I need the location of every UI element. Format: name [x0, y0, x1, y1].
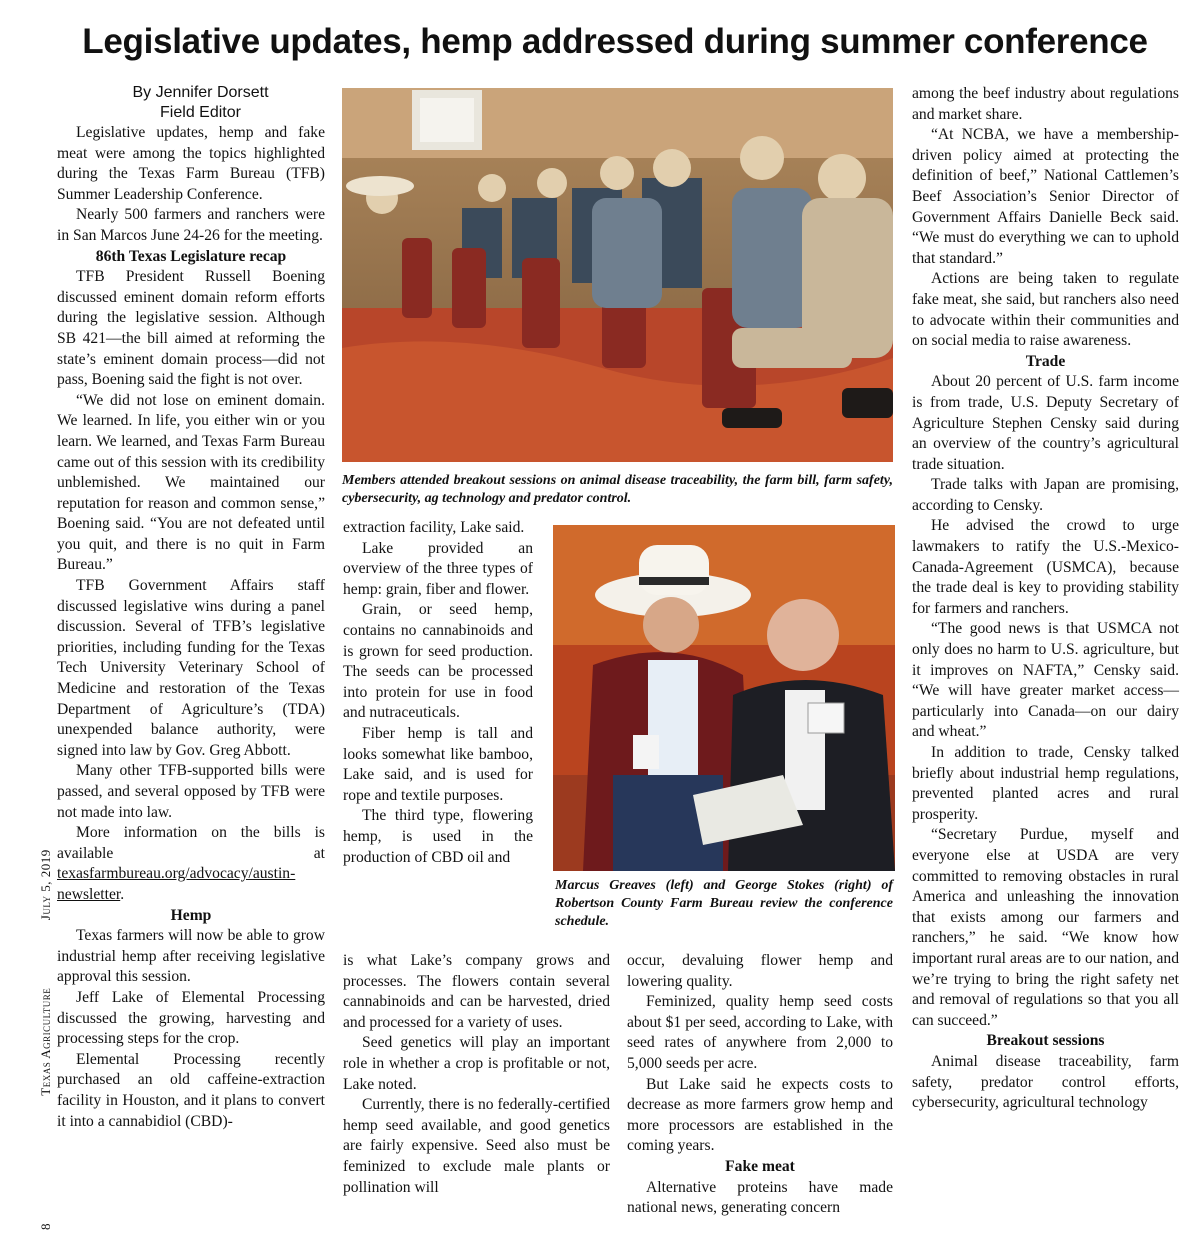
subhead-trade: Trade	[1025, 352, 1066, 370]
paragraph: Lake provided an overview of the three types of hemp: grain, fiber and flower.	[343, 539, 533, 598]
folio-date: July 5, 2019	[38, 849, 53, 921]
austin-newsletter-link[interactable]: texasfarmbureau.org/advocacy/austin-newsletter	[57, 865, 296, 903]
paragraph: “We did not lose on eminent domain. We learned. In life, you either win or you learn. We learned, and Texas Farm Bureau came out of this session with its credibility unblemished. We maintained our reputation for reason and common sense,” Boening said. “You are not defeated until you quit, and there is no quit in Farm Bureau.”	[57, 391, 325, 574]
paragraph: Nearly 500 farmers and ranchers were in San Marcos June 24-26 for the meeting.	[57, 206, 325, 244]
paragraph: In addition to trade, Censky talked briefly about industrial hemp regulations, prevented planted acres and rural prosperity.	[912, 744, 1179, 823]
paragraph: Jeff Lake of Elemental Processing discussed the growing, harvesting and processing steps for the crop.	[57, 988, 325, 1048]
paragraph: Legislative updates, hemp and fake meat were among the topics highlighted during the Texas Farm Bureau (TFB) Summer Leadership Conference.	[57, 124, 325, 203]
greaves-stokes-image	[553, 525, 895, 871]
page-folio	[28, 849, 58, 1240]
paragraph: Feminized, quality hemp seed costs about $1 per seed, according to Lake, with seed rates of anywhere from 2,000 to 5,000 seeds per acre.	[627, 993, 893, 1072]
paragraph: Fiber hemp is tall and looks somewhat like bamboo, Lake said, and is used for rope and textile purposes.	[343, 724, 533, 804]
folio-page-number: 8	[38, 1223, 53, 1230]
paragraph: Trade talks with Japan are promising, according to Censky.	[912, 476, 1179, 514]
paragraph: extraction facility, Lake said.	[343, 519, 525, 536]
paragraph: He advised the crowd to urge lawmakers to ratify the U.S.-Mexico-Canada-Agreement (USMCA), because the trade deal is key to providing stability for farmers and ranchers.	[912, 517, 1179, 617]
conference-audience-image	[342, 88, 893, 462]
paragraph: Texas farmers will now be able to grow industrial hemp after receiving legislative approval this session.	[57, 927, 325, 986]
paragraph-text: More information on the bills is available at	[57, 824, 325, 862]
column-2-lower	[343, 951, 610, 1198]
subhead-breakout: Breakout sessions	[986, 1032, 1105, 1050]
column-1	[57, 83, 325, 1132]
subhead-hemp: Hemp	[170, 906, 212, 924]
column-2-upper	[343, 518, 533, 868]
column-4	[912, 84, 1179, 1114]
paragraph: TFB Government Affairs staff discussed legislative wins during a panel discussion. Several of TFB’s legislative priorities, including funding for the Texas Tech University Veterinary School of Medicine and restoration of the Texas Department of Agriculture’s (TDA) unexpended balance authority, were signed into law by Gov. Greg Abbott.	[57, 577, 325, 759]
paragraph: Grain, or seed hemp, contains no cannabinoids and is grown for seed production. The seeds can be processed into protein for use in food and nutraceuticals.	[343, 601, 533, 722]
paragraph	[57, 823, 325, 905]
paragraph: About 20 percent of U.S. farm income is from trade, U.S. Deputy Secretary of Agriculture Stephen Censky said during an overview of the country’s agricultural trade situation.	[912, 373, 1179, 473]
paragraph: Animal disease traceability, farm safety, predator control efforts, cybersecurity, agricultural technology	[912, 1052, 1179, 1112]
photo-caption-greaves-stokes: Marcus Greaves (left) and George Stokes (right) of Robertson County Farm Bureau review the conference schedule.	[555, 878, 893, 929]
paragraph: among the beef industry about regulations and market share.	[912, 85, 1179, 123]
paragraph: Elemental Processing recently purchased an old caffeine-extraction facility in Houston, and it plans to convert it into a cannabidiol (CBD)-	[57, 1050, 325, 1130]
photo-caption-audience: Members attended breakout sessions on animal disease traceability, the farm bill, farm safety, cybersecurity, ag technology and predator control.	[342, 473, 893, 506]
paragraph-text: .	[120, 885, 125, 903]
paragraph: occur, devaluing flower hemp and lowering quality.	[627, 952, 893, 990]
subhead-legislature: 86th Texas Legislature recap	[95, 247, 287, 265]
byline-author: By Jennifer Dorsett	[132, 84, 269, 101]
paragraph: Currently, there is no federally-certified hemp seed available, and good genetics are fairly expensive. Seed also must be feminized to exclude male plants or pollination will	[343, 1096, 610, 1196]
byline-role: Field Editor	[160, 104, 241, 121]
paragraph: TFB President Russell Boening discussed eminent domain reform efforts during the legislative session. Although SB 421—the bill aimed at reforming the state’s eminent domain process—did not pass, Boening said the fight is not over.	[57, 268, 325, 389]
folio-publication: Texas Agriculture	[38, 987, 53, 1096]
paragraph: is what Lake’s company grows and processes. The flowers contain several cannabinoids and can be harvested, dried and processed for a variety of uses.	[343, 952, 610, 1031]
headline: Legislative updates, hemp addressed during summer conference	[82, 22, 1148, 61]
paragraph: “The good news is that USMCA not only does no harm to U.S. agriculture, but it improves on NAFTA,” Censky said. “We will have greater market access—particularly into Canada—on our dairy and wheat.”	[912, 620, 1179, 741]
paragraph: The third type, flowering hemp, is used in the production of CBD oil and	[343, 807, 533, 866]
paragraph: Actions are being taken to regulate fake meat, she said, but ranchers also need to advocate within their communities and on social media to raise awareness.	[912, 270, 1179, 350]
column-3	[627, 951, 893, 1219]
paragraph: “At NCBA, we have a membership-driven policy aimed at protecting the definition of beef,” National Cattlemen’s Beef Association’s Senior Director of Government Affairs Danielle Beck said. “We must do everything we can to uphold that standard.”	[912, 126, 1179, 267]
paragraph: But Lake said he expects costs to decrease as more farmers grow hemp and more processors are established in the coming years.	[627, 1075, 893, 1155]
subhead-fake-meat: Fake meat	[725, 1157, 795, 1175]
paragraph: Many other TFB-supported bills were passed, and several opposed by TFB were not made into law.	[57, 762, 325, 821]
conference-audience-photo	[342, 88, 893, 462]
paragraph: Alternative proteins have made national news, generating concern	[627, 1178, 893, 1217]
paragraph: Seed genetics will play an important role in whether a crop is profitable or not, Lake noted.	[343, 1034, 610, 1093]
greaves-stokes-photo	[553, 525, 895, 871]
paragraph: “Secretary Purdue, myself and everyone else at USDA are very committed to removing obstacles in rural America and unleashing the innovation that exists among our farmers and ranchers,” he said. “We know how important rural areas are to our nation, and we’re trying to bring the right safety net and removal of regulations so that you all can succeed.”	[912, 826, 1179, 1029]
